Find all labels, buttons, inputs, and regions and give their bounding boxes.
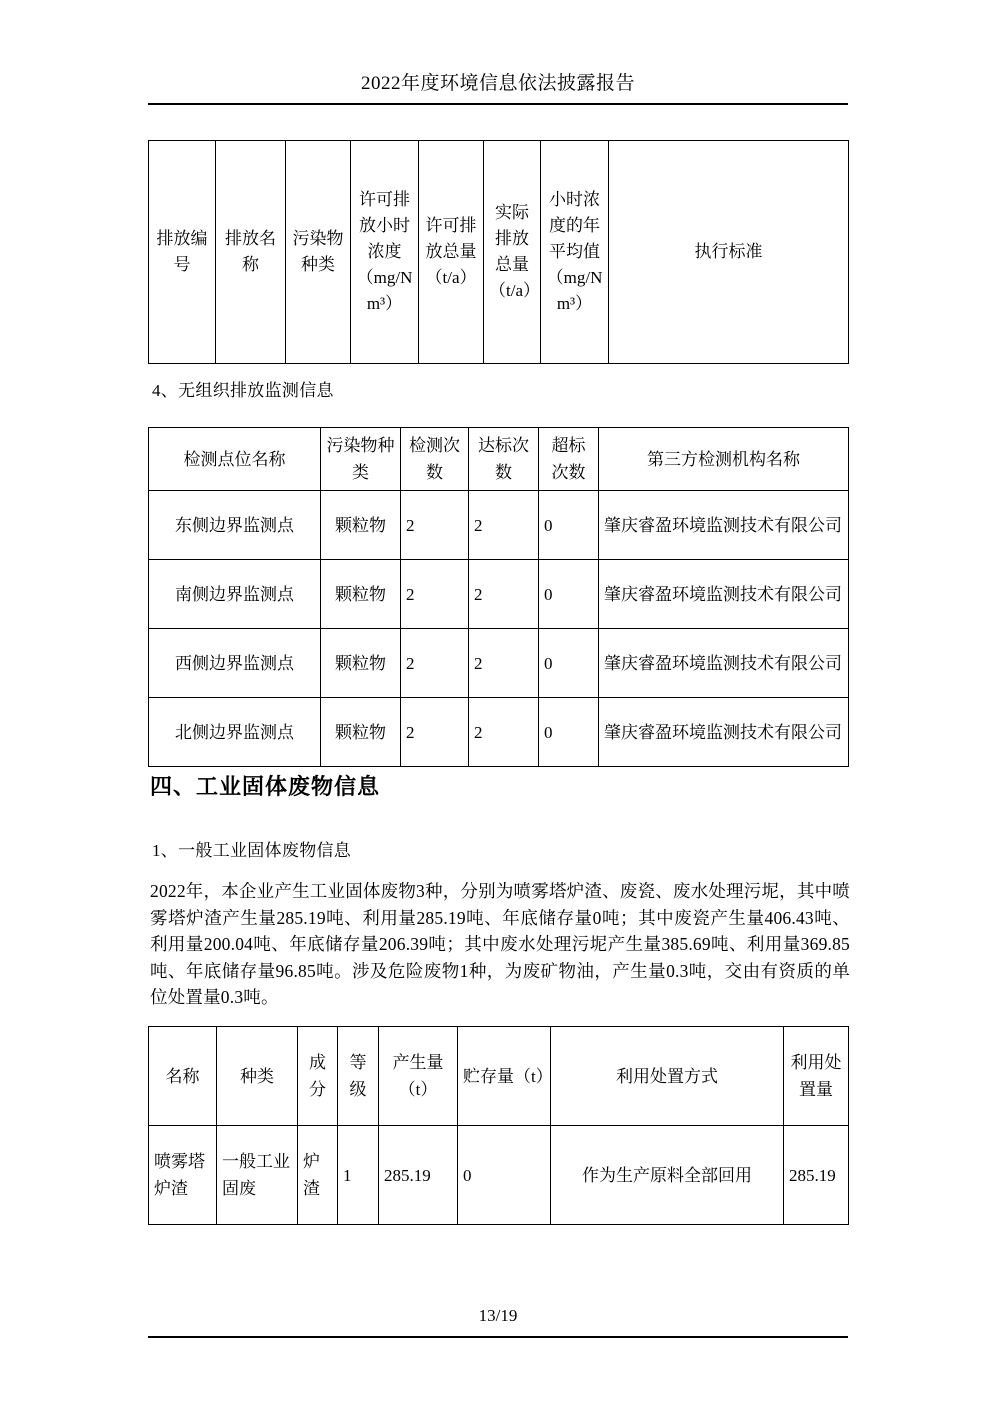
col-header-permitted-total: 许可排放总量（t/a） xyxy=(419,141,484,364)
cell-compliant-count: 2 xyxy=(469,698,539,767)
table-row xyxy=(149,560,849,629)
header-divider-rule xyxy=(148,103,848,105)
cell-disposal-method: 作为生产原料全部回用 xyxy=(551,1126,784,1225)
section-heading-industrial-solid-waste: 四、工业固体废物信息 xyxy=(150,774,381,799)
heading-fugitive-emission-monitoring: 4、无组织排放监测信息 xyxy=(152,381,334,400)
cell-exceed-count: 0 xyxy=(539,560,599,629)
col-header-emission-id: 排放编号 xyxy=(149,141,216,364)
col-header-generated-amount: 产生量（t） xyxy=(379,1027,458,1126)
col-header-grade: 等级 xyxy=(338,1027,379,1126)
cell-exceed-count: 0 xyxy=(539,629,599,698)
cell-third-party-agency: 肇庆睿盈环境监测技术有限公司 xyxy=(599,560,849,629)
cell-generated-amount: 285.19 xyxy=(379,1126,458,1225)
col-header-exceed-count: 超标次数 xyxy=(539,428,599,491)
col-header-permitted-hourly-concentration: 许可排放小时浓度（mg/Nm³） xyxy=(351,141,419,364)
col-header-third-party-agency: 第三方检测机构名称 xyxy=(599,428,849,491)
col-header-actual-total: 实际排放总量（t/a） xyxy=(484,141,541,364)
col-header-monitoring-point: 检测点位名称 xyxy=(149,428,321,491)
col-header-stored-amount: 贮存量（t） xyxy=(458,1027,551,1126)
cell-third-party-agency: 肇庆睿盈环境监测技术有限公司 xyxy=(599,491,849,560)
col-header-test-count: 检测次数 xyxy=(401,428,469,491)
paragraph-solid-waste-summary: 2022年，本企业产生工业固体废物3种，分别为喷雾塔炉渣、废瓷、废水处理污坭，其中喷雾塔炉渣产生量285.19吨、利用量285.19吨、年底储存量0吨；其中废瓷产生量406.43吨、利用量200.04吨、年底储存量206.39吨；其中废水处理污坭产生量385.69吨、利用量369.85吨、年底储存量96.85吨。涉及危险废物1种，为废矿物油，产生量0.3吨，交由有资质的单位处置量0.3吨。 xyxy=(150,881,850,1007)
heading-general-industrial-solid-waste: 1、一般工业固体废物信息 xyxy=(152,841,352,860)
cell-third-party-agency: 肇庆睿盈环境监测技术有限公司 xyxy=(599,698,849,767)
cell-exceed-count: 0 xyxy=(539,698,599,767)
cell-test-count: 2 xyxy=(401,560,469,629)
col-header-execution-standard: 执行标准 xyxy=(609,141,849,364)
cell-monitoring-point: 南侧边界监测点 xyxy=(149,560,321,629)
cell-waste-name: 喷雾塔炉渣 xyxy=(149,1126,217,1225)
col-header-disposal-method: 利用处置方式 xyxy=(551,1027,784,1126)
cell-pollutant-type: 颗粒物 xyxy=(321,698,401,767)
col-header-composition: 成分 xyxy=(298,1027,338,1126)
cell-compliant-count: 2 xyxy=(469,560,539,629)
table-row xyxy=(149,698,849,767)
table-emission-limits xyxy=(148,140,849,364)
cell-monitoring-point: 西侧边界监测点 xyxy=(149,629,321,698)
cell-monitoring-point: 北侧边界监测点 xyxy=(149,698,321,767)
cell-test-count: 2 xyxy=(401,491,469,560)
cell-third-party-agency: 肇庆睿盈环境监测技术有限公司 xyxy=(599,629,849,698)
cell-test-count: 2 xyxy=(401,629,469,698)
col-header-pollutant-type: 污染物种类 xyxy=(321,428,401,491)
table-row xyxy=(149,1126,849,1225)
page-number: 13/19 xyxy=(478,1306,518,1325)
cell-composition: 炉渣 xyxy=(298,1126,338,1225)
cell-test-count: 2 xyxy=(401,698,469,767)
table-row-header xyxy=(149,1027,849,1126)
col-header-emission-name: 排放名称 xyxy=(216,141,286,364)
cell-compliant-count: 2 xyxy=(469,491,539,560)
cell-pollutant-type: 颗粒物 xyxy=(321,491,401,560)
col-header-disposal-amount: 利用处置量 xyxy=(784,1027,849,1126)
table-row-header xyxy=(149,141,849,364)
table-solid-waste xyxy=(148,1026,849,1225)
col-header-waste-category: 种类 xyxy=(217,1027,298,1126)
col-header-annual-average-hourly-concentration: 小时浓度的年平均值（mg/Nm³） xyxy=(541,141,609,364)
cell-disposal-amount: 285.19 xyxy=(784,1126,849,1225)
table-fugitive-monitoring xyxy=(148,427,849,767)
cell-stored-amount: 0 xyxy=(458,1126,551,1225)
footer-divider-rule xyxy=(148,1336,848,1338)
cell-grade: 1 xyxy=(338,1126,379,1225)
cell-compliant-count: 2 xyxy=(469,629,539,698)
table-row xyxy=(149,629,849,698)
table-row-header xyxy=(149,428,849,491)
page-running-header: 2022年度环境信息依法披露报告 xyxy=(360,73,635,94)
col-header-compliant-count: 达标次数 xyxy=(469,428,539,491)
cell-exceed-count: 0 xyxy=(539,491,599,560)
cell-pollutant-type: 颗粒物 xyxy=(321,629,401,698)
cell-monitoring-point: 东侧边界监测点 xyxy=(149,491,321,560)
col-header-waste-name: 名称 xyxy=(149,1027,217,1126)
table-row xyxy=(149,491,849,560)
cell-waste-category: 一般工业固废 xyxy=(217,1126,298,1225)
col-header-pollutant-type: 污染物种类 xyxy=(286,141,351,364)
cell-pollutant-type: 颗粒物 xyxy=(321,560,401,629)
